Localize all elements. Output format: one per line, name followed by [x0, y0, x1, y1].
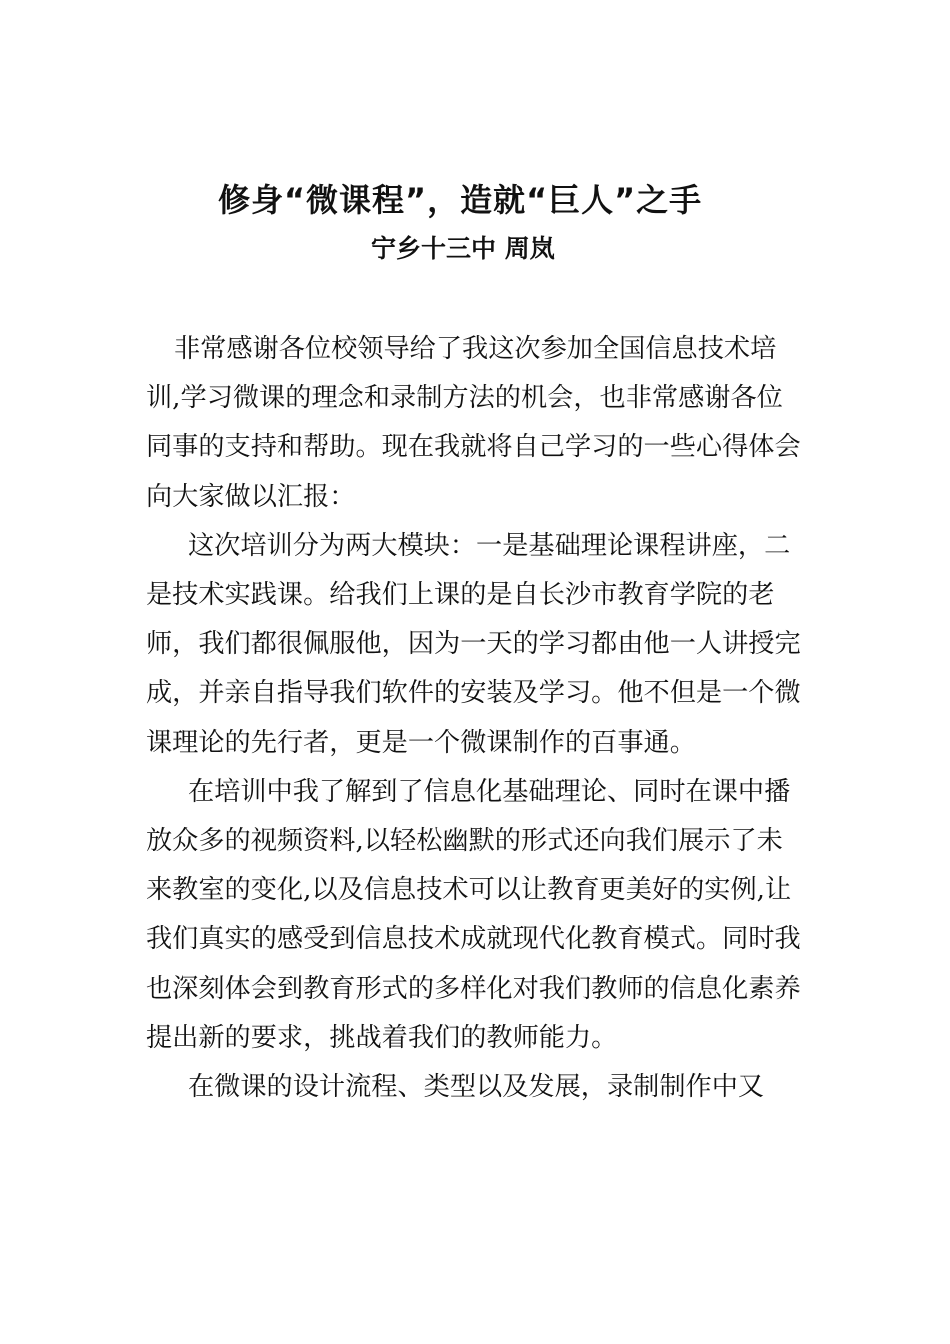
paragraph: 在微课的设计流程、类型以及发展，录制制作中又 [188, 1072, 765, 1103]
document-body [146, 325, 808, 1112]
document-author: 宁乡十三中 周岚 [371, 234, 555, 263]
document-title: 修身“微课程”，造就“巨人”之手 [218, 181, 703, 219]
paragraph: 非常感谢各位校领导给了我这次参加全国信息技术培训,学习微课的理念和录制方法的机会，也非常感谢各位同事的支持和帮助。现在我就将自己学习的一些心得体会向大家做以汇报： [146, 334, 801, 512]
paragraph: 在培训中我了解到了信息化基础理论、同时在课中播放众多的视频资料,以轻松幽默的形式还向我们展示了未来教室的变化,以及信息技术可以让教育更美好的实例,让我们真实的感受到信息技术成就现代化教育模式。同时我也深刻体会到教育形式的多样化对我们教师的信息化素养提出新的要求，挑战着我们的教师能力。 [146, 776, 801, 1053]
paragraph: 这次培训分为两大模块：一是基础理论课程讲座，二是技术实践课。给我们上课的是自长沙市教育学院的老师，我们都很佩服他，因为一天的学习都由他一人讲授完成，并亲自指导我们软件的安装及学习。他不但是一个微课理论的先行者，更是一个微课制作的百事通。 [146, 530, 801, 758]
